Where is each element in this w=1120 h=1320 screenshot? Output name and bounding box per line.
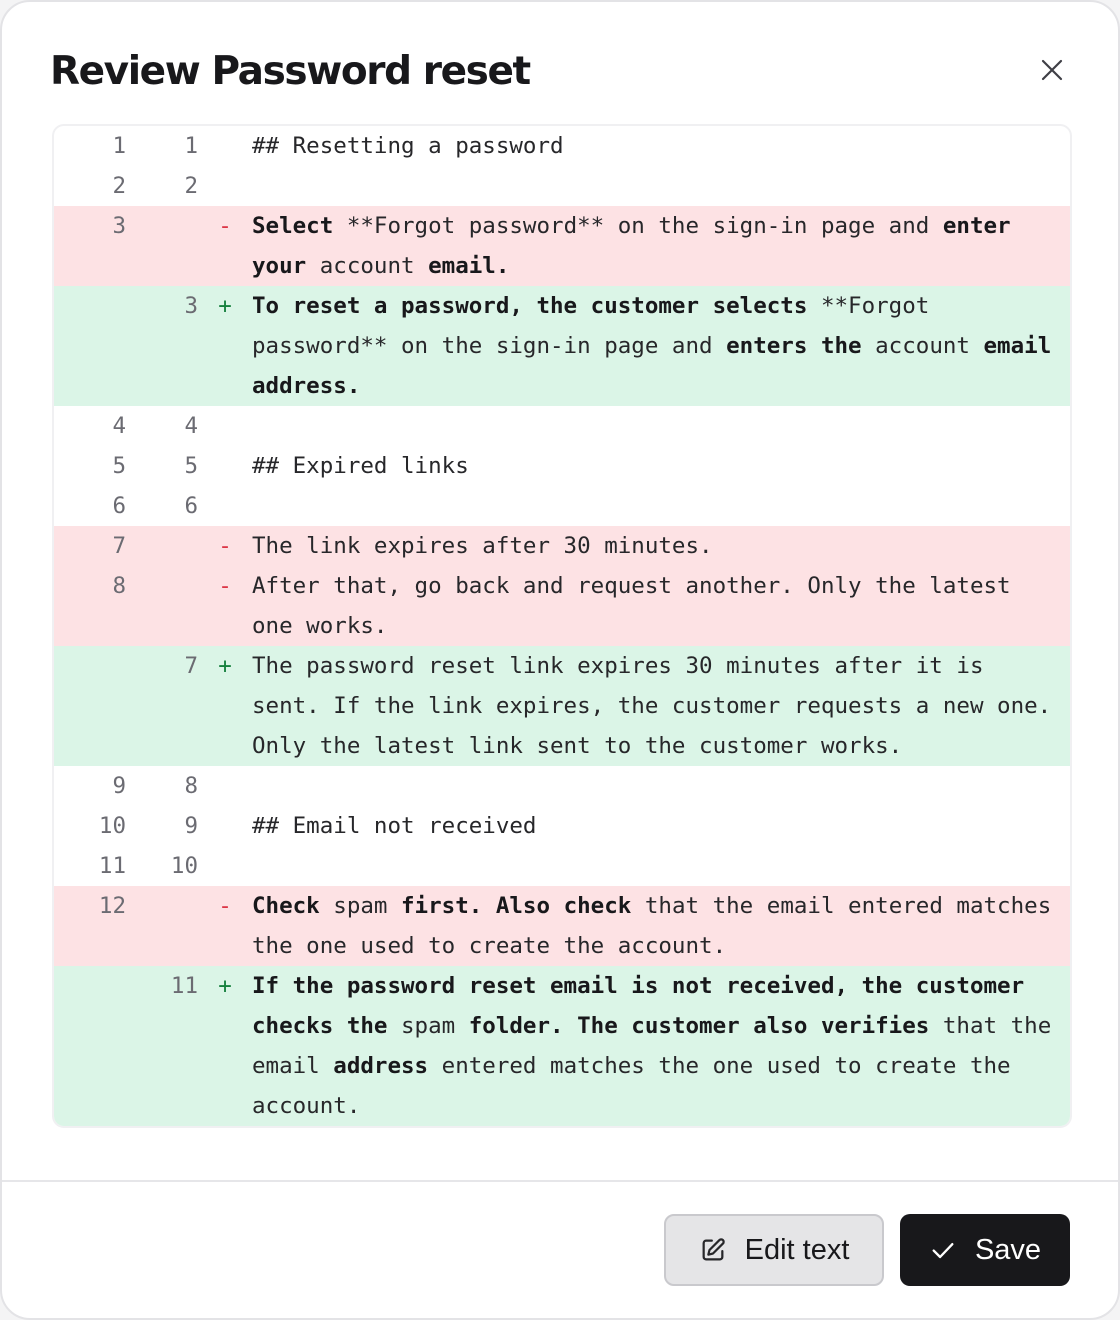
changed-text: folder. The customer also verifies bbox=[468, 1013, 930, 1039]
diff-line-text bbox=[252, 446, 1070, 486]
diff-sign: - bbox=[218, 573, 232, 599]
diff-sign bbox=[198, 766, 252, 806]
changed-text: email. bbox=[428, 253, 510, 279]
unchanged-text: spam bbox=[387, 1013, 469, 1039]
dialog-header bbox=[50, 42, 1070, 102]
old-line-number: 2 bbox=[112, 173, 126, 199]
dialog-title: Review Password reset bbox=[50, 49, 530, 94]
new-line-number bbox=[126, 566, 198, 646]
changed-text: address bbox=[333, 1053, 429, 1079]
new-line-number: 7 bbox=[184, 653, 198, 679]
diff-line-text bbox=[252, 206, 1070, 286]
diff-row-context bbox=[54, 846, 1070, 886]
diff-line-text bbox=[252, 846, 1070, 886]
diff-sign: + bbox=[218, 973, 232, 999]
old-line-number: 7 bbox=[112, 533, 126, 559]
unchanged-text: account bbox=[306, 253, 429, 279]
diff-row-added bbox=[54, 286, 1070, 406]
diff-row-context bbox=[54, 126, 1070, 166]
close-button[interactable] bbox=[1034, 54, 1070, 90]
diff-line-text bbox=[252, 806, 1070, 846]
changed-text: Select bbox=[252, 213, 334, 239]
diff-sign: - bbox=[218, 893, 232, 919]
new-line-number: 2 bbox=[184, 173, 198, 199]
diff-row-context bbox=[54, 166, 1070, 206]
close-icon bbox=[1040, 58, 1064, 87]
diff-line-text bbox=[252, 966, 1070, 1126]
diff-sign bbox=[198, 126, 252, 166]
diff-row-added bbox=[54, 966, 1070, 1126]
diff-row-context bbox=[54, 486, 1070, 526]
changed-text: enters the bbox=[726, 333, 862, 359]
diff-line-text bbox=[252, 126, 1070, 166]
changed-text: If the password reset email is not received, the customer checks the bbox=[252, 973, 1038, 1039]
unchanged-text: entered matches the one used to create the account. bbox=[252, 1053, 1025, 1119]
old-line-number: 6 bbox=[112, 493, 126, 519]
unchanged-text: **Forgot password** on the sign-in page and bbox=[252, 293, 943, 359]
new-line-number: 10 bbox=[170, 853, 198, 879]
edit-icon bbox=[699, 1236, 727, 1264]
unchanged-text: After that, go back and request another. Only the latest one works. bbox=[252, 573, 1025, 639]
unchanged-text: account bbox=[861, 333, 984, 359]
diff-sign: + bbox=[218, 653, 232, 679]
new-line-number: 3 bbox=[184, 293, 198, 319]
changed-text: Check bbox=[252, 893, 320, 919]
unchanged-text: The password reset link expires 30 minutes after it is sent. If the link expires, the customer requests a new one. Only the latest link sent to the customer works. bbox=[252, 653, 1065, 759]
changed-text: enter your bbox=[252, 213, 1025, 279]
diff-line-text bbox=[252, 646, 1070, 766]
diff-line-text bbox=[252, 486, 1070, 526]
unchanged-text: spam bbox=[319, 893, 402, 919]
unchanged-text: ## Expired links bbox=[252, 453, 469, 479]
changed-text: To reset a password, the customer selects bbox=[252, 293, 808, 319]
diff-row-context bbox=[54, 766, 1070, 806]
diff-sign: - bbox=[218, 213, 232, 239]
diff-row-deleted bbox=[54, 526, 1070, 566]
diff-row-deleted bbox=[54, 566, 1070, 646]
changed-text: first. Also check bbox=[401, 893, 632, 919]
diff-line-text bbox=[252, 566, 1070, 646]
old-line-number: 10 bbox=[98, 813, 126, 839]
diff-row-deleted bbox=[54, 886, 1070, 966]
new-line-number: 6 bbox=[184, 493, 198, 519]
diff-sign bbox=[198, 486, 252, 526]
edit-text-label: Edit text bbox=[744, 1233, 850, 1266]
footer-divider bbox=[2, 1180, 1118, 1182]
diff-row-context bbox=[54, 406, 1070, 446]
old-line-number: 1 bbox=[112, 133, 126, 159]
new-line-number: 4 bbox=[184, 413, 198, 439]
new-line-number: 5 bbox=[184, 453, 198, 479]
diff-row-deleted bbox=[54, 206, 1070, 286]
diff-line-text bbox=[252, 286, 1070, 406]
old-line-number bbox=[54, 966, 126, 1126]
diff-viewer bbox=[52, 124, 1072, 1128]
new-line-number bbox=[126, 886, 198, 966]
new-line-number bbox=[126, 206, 198, 286]
old-line-number bbox=[54, 286, 126, 406]
diff-line-text bbox=[252, 406, 1070, 446]
diff-sign bbox=[198, 806, 252, 846]
new-line-number: 9 bbox=[184, 813, 198, 839]
save-label: Save bbox=[974, 1233, 1042, 1266]
unchanged-text: that the email bbox=[252, 1013, 1065, 1079]
diff-line-text bbox=[252, 526, 1070, 566]
check-icon bbox=[929, 1236, 957, 1264]
save-button[interactable] bbox=[900, 1214, 1070, 1286]
old-line-number: 3 bbox=[112, 213, 126, 239]
diff-sign: - bbox=[218, 533, 232, 559]
old-line-number: 5 bbox=[112, 453, 126, 479]
old-line-number: 11 bbox=[98, 853, 126, 879]
unchanged-text: **Forgot password** on the sign-in page and bbox=[333, 213, 943, 239]
old-line-number bbox=[54, 646, 126, 766]
diff-row-added bbox=[54, 646, 1070, 766]
diff-sign bbox=[198, 446, 252, 486]
old-line-number: 12 bbox=[98, 893, 126, 919]
new-line-number: 11 bbox=[170, 973, 198, 999]
edit-text-button[interactable] bbox=[664, 1214, 884, 1286]
diff-line-text bbox=[252, 766, 1070, 806]
unchanged-text: ## Email not received bbox=[252, 813, 537, 839]
old-line-number: 9 bbox=[112, 773, 126, 799]
diff-line-text bbox=[252, 886, 1070, 966]
diff-line-text bbox=[252, 166, 1070, 206]
diff-row-context bbox=[54, 806, 1070, 846]
diff-sign bbox=[198, 406, 252, 446]
new-line-number bbox=[126, 526, 198, 566]
changed-text: email address. bbox=[252, 333, 1065, 399]
diff-sign bbox=[198, 846, 252, 886]
new-line-number: 8 bbox=[184, 773, 198, 799]
diff-sign bbox=[198, 166, 252, 206]
unchanged-text: The link expires after 30 minutes. bbox=[252, 533, 713, 559]
old-line-number: 8 bbox=[112, 573, 126, 599]
new-line-number: 1 bbox=[184, 133, 198, 159]
diff-sign: + bbox=[218, 293, 232, 319]
unchanged-text: that the email entered matches the one used to create the account. bbox=[252, 893, 1065, 959]
old-line-number: 4 bbox=[112, 413, 126, 439]
unchanged-text: ## Resetting a password bbox=[252, 133, 564, 159]
diff-row-context bbox=[54, 446, 1070, 486]
